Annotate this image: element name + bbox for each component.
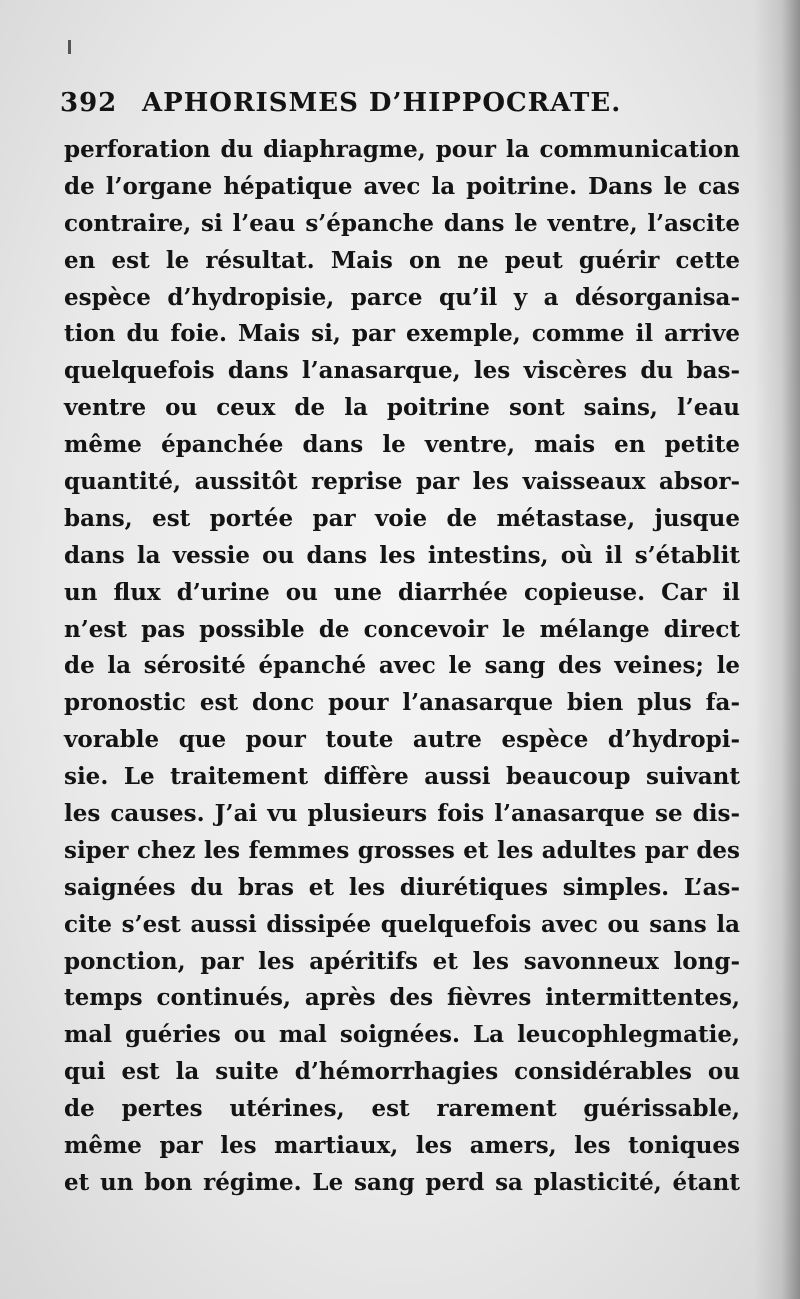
text-line: espèce d’hydropisie, parce qu’il y a désorganisa-: [64, 283, 740, 311]
text-line: perforation du diaphragme, pour la communication: [64, 136, 740, 163]
text-line: bans, est portée par voie de métastase, jusque: [64, 504, 740, 532]
text-line: vorable que pour toute autre espèce d’hydropi-: [64, 726, 740, 754]
text-line: saignées du bras et les diurétiques simples. L’as-: [64, 873, 740, 901]
text-line: ponction, par les apéritifs et les savonneux long-: [64, 947, 740, 975]
text-line: cite s’est aussi dissipée quelquefois avec ou sans la: [64, 910, 740, 938]
body-text: [64, 132, 740, 1202]
text-line: temps continués, après des fièvres intermittentes,: [64, 984, 740, 1012]
text-line: qui est la suite d’hémorrhagies considérables ou: [64, 1058, 740, 1086]
text-line: les causes. J’ai vu plusieurs fois l’anasarque se dis-: [64, 800, 740, 828]
text-line: dans la vessie ou dans les intestins, où il s’établit: [64, 541, 740, 569]
text-line: mal guéries ou mal soignées. La leucophlegmatie,: [64, 1021, 740, 1049]
page-header: [60, 88, 740, 128]
text-line: pronostic est donc pour l’anasarque bien plus fa-: [64, 689, 740, 717]
text-line: même épanchée dans le ventre, mais en petite: [64, 431, 740, 459]
text-line: quantité, aussitôt reprise par les vaisseaux absor-: [64, 468, 740, 496]
text-line: de pertes utérines, est rarement guérissable,: [64, 1095, 740, 1123]
text-line: de la sérosité épanché avec le sang des veines; le: [64, 652, 740, 680]
text-line: n’est pas possible de concevoir le mélange direct: [64, 615, 740, 643]
text-line: tion du foie. Mais si, par exemple, comme il arrive: [64, 320, 740, 348]
text-line: sie. Le traitement diffère aussi beaucoup suivant: [64, 763, 740, 791]
text-line: ventre ou ceux de la poitrine sont sains, l’eau: [64, 394, 740, 422]
page-edge-shadow: [754, 0, 800, 1299]
text-line: et un bon régime. Le sang perd sa plasticité, étant: [64, 1168, 740, 1196]
text-line: quelquefois dans l’anasarque, les viscères du bas-: [64, 357, 740, 385]
text-line: en est le résultat. Mais on ne peut guérir cette: [64, 246, 740, 274]
text-line: de l’organe hépatique avec la poitrine. Dans le cas: [64, 172, 740, 200]
running-head: APHORISMES D’HIPPOCRATE.: [142, 88, 622, 118]
print-mark: [68, 40, 71, 54]
page-number: 392: [60, 88, 118, 118]
text-line: même par les martiaux, les amers, les toniques: [64, 1132, 740, 1160]
text-line: contraire, si l’eau s’épanche dans le ventre, l’ascite: [64, 209, 740, 237]
text-line: un flux d’urine ou une diarrhée copieuse. Car il: [64, 578, 740, 606]
text-line: siper chez les femmes grosses et les adultes par des: [64, 836, 740, 864]
